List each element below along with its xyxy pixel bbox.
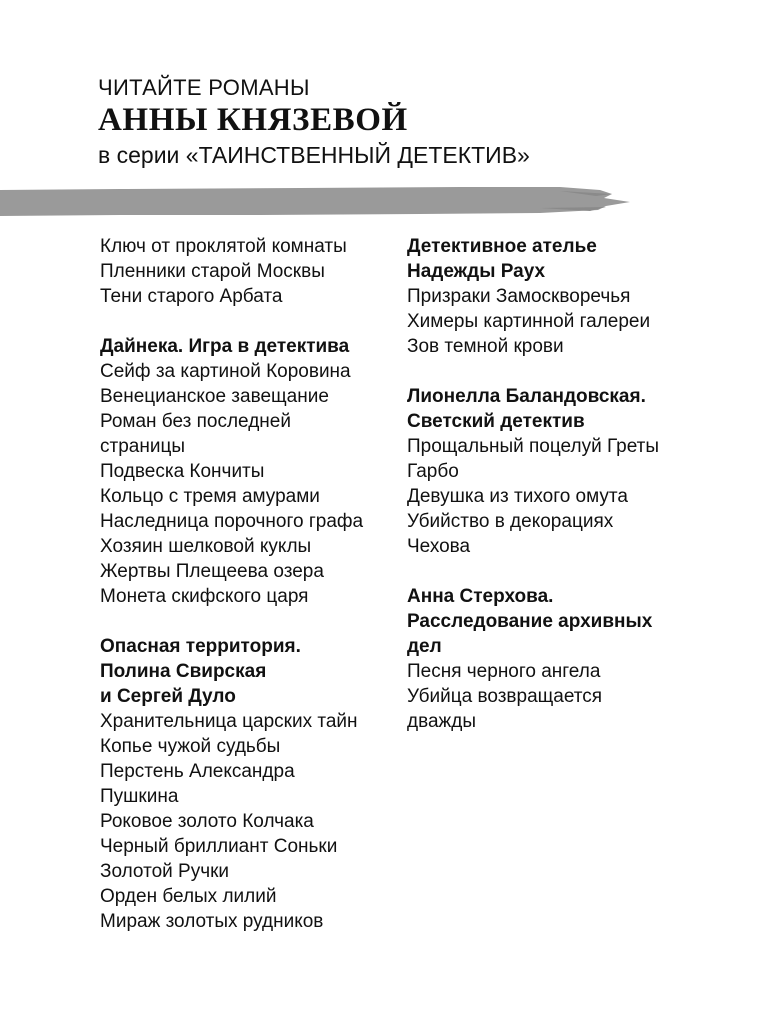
list-item: Призраки Замоскворечья (407, 286, 631, 307)
list-item: Жертвы Плещеева озера (100, 561, 324, 582)
list-item: Хозяин шелковой куклы (100, 536, 312, 557)
series-heading-opasnaya: Опасная территория. (100, 636, 301, 657)
series-heading-daineka: Дайнека. Игра в детектива (100, 336, 350, 357)
series-heading-sterkhova: дел (407, 636, 442, 657)
list-item: Золотой Ручки (100, 861, 230, 882)
list-item: страницы (100, 436, 185, 457)
series-heading-sterkhova: Анна Стерхова. (407, 586, 554, 607)
series-heading-opasnaya: Полина Свирская (100, 661, 267, 682)
series-heading-opasnaya: и Сергей Дуло (100, 686, 236, 707)
list-item: Монета скифского царя (100, 586, 309, 607)
series-heading-raukh: Надежды Раух (407, 261, 546, 282)
list-item: Подвеска Кончиты (100, 461, 265, 482)
brush-stroke-divider (0, 182, 640, 222)
author-name: АННЫ КНЯЗЕВОЙ (98, 102, 408, 138)
list-item: Убийца возвращается (407, 686, 603, 707)
list-item: Тени старого Арбата (100, 286, 283, 307)
series-heading-balandovskaya: Светский детектив (407, 411, 585, 432)
list-item: дважды (407, 711, 476, 732)
list-item: Сейф за картиной Коровина (100, 361, 351, 382)
list-item: Роковое золото Колчака (100, 811, 314, 832)
list-item: Девушка из тихого омута (407, 486, 628, 507)
list-item: Мираж золотых рудников (100, 911, 324, 932)
list-item: Копье чужой судьбы (100, 736, 281, 757)
page-header (98, 74, 530, 172)
list-item: Орден белых лилий (100, 886, 277, 907)
list-item: Кольцо с тремя амурами (100, 486, 320, 507)
list-item: Гарбо (407, 461, 459, 482)
list-item: Зов темной крови (407, 336, 564, 357)
list-item: Перстень Александра (100, 761, 295, 782)
list-item: Прощальный поцелуй Греты (407, 436, 660, 457)
list-item: Черный бриллиант Соньки (100, 836, 338, 857)
list-item: Убийство в декорациях (407, 511, 614, 532)
right-column (407, 234, 707, 734)
list-item: Хранительница царских тайн (100, 711, 358, 732)
left-column (100, 234, 395, 934)
list-item: Пленники старой Москвы (100, 261, 325, 282)
list-item: Роман без последней (100, 411, 291, 432)
list-item: Наследница порочного графа (100, 511, 364, 532)
header-intro: ЧИТАЙТЕ РОМАНЫ (98, 75, 310, 100)
list-item: Ключ от проклятой комнаты (100, 236, 347, 257)
list-item: Венецианское завещание (100, 386, 329, 407)
series-heading-balandovskaya: Лионелла Баландовская. (407, 386, 646, 407)
list-item: Пушкина (100, 786, 179, 807)
list-item: Химеры картинной галереи (407, 311, 651, 332)
series-heading-sterkhova: Расследование архивных (407, 611, 653, 632)
list-item: Чехова (407, 536, 471, 557)
series-heading-raukh: Детективное ателье (407, 236, 597, 257)
series-name: в серии «ТАИНСТВЕННЫЙ ДЕТЕКТИВ» (98, 142, 530, 168)
list-item: Песня черного ангела (407, 661, 601, 682)
